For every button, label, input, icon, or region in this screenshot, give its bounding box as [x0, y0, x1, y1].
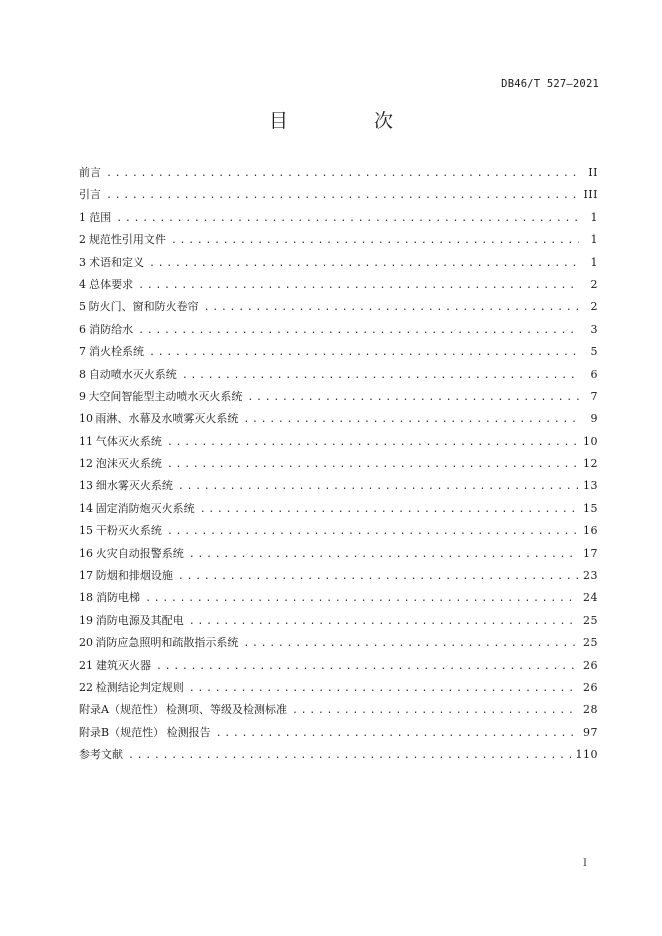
toc-entry-number: 12: [79, 457, 93, 471]
toc-dot-leader: [204, 297, 579, 319]
toc-entry-number: 9: [79, 389, 86, 403]
toc-dot-leader: [292, 700, 578, 722]
toc-entry-label: 消防应急照明和疏散指示系统: [95, 636, 239, 650]
toc-entry-number: 8: [79, 367, 86, 381]
toc-entry-number: 1: [79, 210, 86, 224]
toc-entry-number: 2: [79, 233, 86, 247]
toc-entry[interactable]: [79, 655, 598, 677]
toc-entry-page: 9: [590, 412, 598, 426]
toc-entry[interactable]: [79, 162, 598, 184]
toc-entry-label: 防烟和排烟设施: [95, 569, 173, 583]
document-id: DB46/T 527—2021: [501, 78, 599, 90]
toc-entry[interactable]: [79, 453, 598, 475]
toc-entry[interactable]: [79, 699, 598, 721]
toc-dot-leader: [200, 499, 578, 521]
toc-entry-number: 5: [79, 300, 86, 314]
toc-entry[interactable]: [79, 408, 598, 430]
toc-entry-number: 10: [79, 412, 93, 426]
toc-entry-number: 附录A（规范性）: [79, 703, 164, 717]
toc-entry[interactable]: [79, 229, 598, 251]
toc-dot-leader: [138, 320, 579, 342]
toc-entry[interactable]: [79, 498, 598, 520]
toc-entry-label: 细水雾灭火系统: [95, 479, 173, 493]
toc-entry-page: 16: [583, 524, 598, 538]
toc-entry-label: 检测结论判定规则: [95, 680, 184, 694]
toc-entry-label: 固定消防炮灭火系统: [95, 501, 195, 515]
toc-entry[interactable]: [79, 296, 598, 318]
toc-entry-label: 雨淋、水幕及水喷雾灭火系统: [95, 412, 239, 426]
toc-entry-number: 13: [79, 479, 93, 493]
toc-entry-page: III: [583, 188, 598, 202]
footer-page-number: I: [583, 858, 587, 869]
toc-entry-page: 25: [583, 636, 598, 650]
toc-entry[interactable]: [79, 565, 598, 587]
toc-entry-page: 2: [590, 300, 598, 314]
toc-entry-page: 5: [590, 345, 598, 359]
toc-entry-label: 规范性引用文件: [88, 233, 166, 247]
toc-entry-page: 25: [583, 613, 598, 627]
toc-entry-label: 消防给水: [89, 322, 134, 336]
toc-entry[interactable]: [79, 184, 598, 206]
toc-entry-label: 术语和定义: [89, 255, 145, 269]
toc-dot-leader: [167, 454, 578, 476]
toc-entry-label: 泡沫灭火系统: [95, 457, 162, 471]
toc-entry-label: 建筑灭火器: [95, 658, 151, 672]
toc-dot-leader: [145, 588, 578, 610]
toc-entry-page: 26: [583, 680, 598, 694]
toc-entry[interactable]: [79, 252, 598, 274]
toc-entry[interactable]: [79, 207, 598, 229]
toc-entry-page: 110: [575, 748, 598, 762]
toc-dot-leader: [189, 544, 578, 566]
toc-entry-page: 1: [590, 210, 598, 224]
toc-dot-leader: [106, 163, 579, 185]
toc-entry-number: 21: [79, 658, 93, 672]
toc-entry[interactable]: [79, 677, 598, 699]
toc-entry[interactable]: [79, 341, 598, 363]
toc-entry-label: 范围: [89, 210, 112, 224]
toc-entry-label: 总体要求: [89, 277, 134, 291]
toc-entry-number: 6: [79, 322, 86, 336]
toc-entry-number: 附录B（规范性）: [79, 725, 165, 739]
toc-entry-label: 前言: [79, 166, 101, 179]
toc-entry-label: 消防电梯: [96, 591, 141, 605]
toc-entry-page: II: [588, 166, 598, 179]
toc-dot-leader: [178, 566, 578, 588]
toc-entry[interactable]: [79, 364, 598, 386]
toc-dot-leader: [149, 253, 579, 275]
toc-entry-page: 13: [583, 479, 598, 493]
toc-entry-label: 检测报告: [166, 725, 211, 739]
toc-entry-page: 15: [583, 501, 598, 515]
toc-entry[interactable]: [79, 744, 598, 766]
toc-entry-page: 97: [583, 725, 598, 739]
toc-entry[interactable]: [79, 722, 598, 744]
toc-entry-number: 17: [79, 569, 93, 583]
toc-entry-number: 22: [79, 680, 93, 694]
toc-entry-label: 干粉灭火系统: [95, 524, 162, 538]
toc-entry[interactable]: [79, 543, 598, 565]
toc-entry-label: 消火栓系统: [89, 345, 145, 359]
toc-entry-label: 参考文献: [79, 748, 123, 762]
toc-entry-number: 3: [79, 255, 86, 269]
toc-entry[interactable]: [79, 386, 598, 408]
toc-dot-leader: [138, 275, 579, 297]
toc-entry-label: 引言: [79, 188, 101, 202]
toc-entry-page: 1: [590, 233, 598, 247]
toc-entry-number: 19: [79, 613, 93, 627]
page-title: 目 次: [268, 110, 434, 132]
toc-entry-page: 3: [590, 322, 598, 336]
toc-dot-leader: [171, 230, 579, 252]
toc-entry-page: 2: [590, 277, 598, 291]
toc-entry[interactable]: [79, 475, 598, 497]
toc-dot-leader: [178, 476, 578, 498]
toc-entry-label: 检测项、等级及检测标准: [165, 703, 287, 717]
toc-entry-number: 20: [79, 636, 93, 650]
toc-entry-page: 1: [590, 255, 598, 269]
toc-entry-page: 10: [583, 434, 598, 448]
table-of-contents: [79, 162, 598, 767]
toc-dot-leader: [243, 409, 579, 431]
toc-dot-leader: [116, 208, 579, 230]
toc-dot-leader: [149, 342, 579, 364]
toc-dot-leader: [189, 611, 578, 633]
toc-entry[interactable]: [79, 274, 598, 296]
toc-entry-page: 28: [583, 703, 598, 717]
toc-entry-label: 防火门、窗和防火卷帘: [88, 300, 199, 314]
toc-entry-page: 7: [590, 389, 598, 403]
toc-entry-page: 26: [583, 658, 598, 672]
toc-dot-leader: [189, 678, 578, 700]
toc-entry[interactable]: [79, 431, 598, 453]
toc-entry-page: 6: [590, 367, 598, 381]
toc-entry[interactable]: [79, 319, 598, 341]
toc-entry[interactable]: [79, 587, 598, 609]
toc-entry-page: 23: [583, 569, 598, 583]
toc-entry-label: 消防电源及其配电: [95, 613, 184, 627]
toc-dot-leader: [182, 365, 579, 387]
toc-entry-label: 自动喷水灭火系统: [88, 367, 177, 381]
toc-entry-page: 17: [583, 546, 598, 560]
toc-dot-leader: [216, 723, 578, 745]
toc-entry-number: 14: [79, 501, 93, 515]
toc-entry-number: 4: [79, 277, 86, 291]
toc-dot-leader: [243, 633, 578, 655]
toc-entry-page: 24: [583, 591, 598, 605]
toc-dot-leader: [156, 656, 578, 678]
toc-entry-page: 12: [583, 457, 598, 471]
toc-entry[interactable]: [79, 632, 598, 654]
toc-dot-leader: [106, 185, 578, 207]
toc-entry-label: 气体灭火系统: [95, 434, 162, 448]
toc-entry-number: 18: [79, 591, 93, 605]
toc-entry[interactable]: [79, 520, 598, 542]
toc-dot-leader: [167, 432, 578, 454]
toc-entry-label: 火灾自动报警系统: [95, 546, 184, 560]
toc-entry-number: 7: [79, 345, 86, 359]
toc-dot-leader: [247, 387, 579, 409]
toc-entry[interactable]: [79, 610, 598, 632]
toc-entry-label: 大空间智能型主动喷水灭火系统: [88, 389, 243, 403]
toc-dot-leader: [167, 521, 578, 543]
toc-entry-number: 15: [79, 524, 93, 538]
toc-entry-number: 16: [79, 546, 93, 560]
toc-dot-leader: [128, 745, 571, 767]
toc-entry-number: 11: [79, 434, 93, 448]
